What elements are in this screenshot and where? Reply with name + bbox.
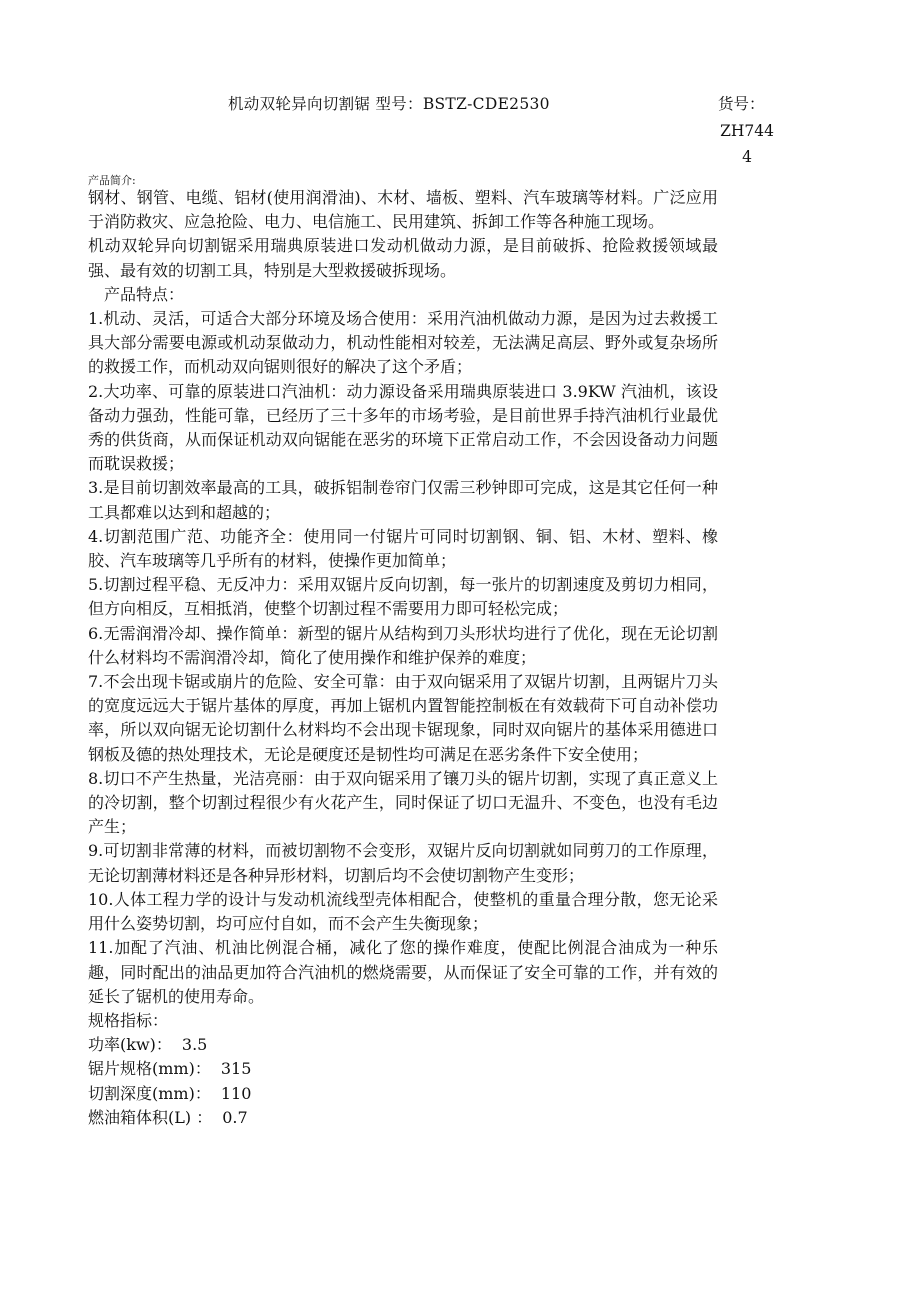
document-body: [88, 186, 718, 1130]
feature-item: 3.是目前切割效率最高的工具，破拆铝制卷帘门仅需三秒钟即可完成，这是其它任何一种工具都难以达到和超越的；: [88, 478, 718, 522]
feature-item: 8.切口不产生热量，光洁亮丽：由于双向锯采用了镶刀头的锯片切割，实现了真正意义上的冷切割，整个切割过程很少有火花产生，同时保证了切口无温升、不变色，也没有毛边产生；: [88, 768, 718, 837]
goods-number-label: 货号：: [718, 95, 765, 113]
feature-item: 4.切割范围广范、功能齐全：使用同一付锯片可同时切割钢、铜、铝、木材、塑料、橡胶、汽车玻璃等几乎所有的材料，使操作更加简单；: [88, 526, 718, 571]
feature-item: 10.人体工程力学的设计与发动机流线型壳体相配合，使整机的重量合理分散，您无论采用什么姿势切割，均可应付自如，而不会产生失衡现象；: [88, 889, 718, 934]
feature-item: 9.可切割非常薄的材料，而被切割物不会变形，双锯片反向切割就如同剪刀的工作原理，无论切割薄材料还是各种异形材料，切割后均不会使切割物产生变形；: [88, 841, 718, 885]
spec-row: [88, 1106, 718, 1130]
intro-paragraph: 钢材、钢管、电缆、铝材(使用润滑油)、木材、墙板、塑料、汽车玻璃等材料。广泛应用于消防救灾、应急抢险、电力、电信施工、民用建筑、拆卸工作等各种施工现场。: [88, 188, 718, 232]
spec-value: 0.7: [222, 1107, 248, 1127]
features-heading: 产品特点：: [104, 284, 185, 304]
feature-item: 6.无需润滑冷却、操作简单：新型的锯片从结构到刀头形状均进行了优化，现在无论切割什么材料均不需润滑冷却，简化了使用操作和维护保养的难度；: [88, 623, 718, 667]
intro-label: 产品简介:: [88, 174, 136, 187]
spec-label: 功率(kw)：: [88, 1035, 172, 1055]
spec-label: 锯片规格(mm)：: [88, 1059, 211, 1079]
feature-item: 7.不会出现卡锯或崩片的危险、安全可靠：由于双向锯采用了双锯片切割，且两锯片刀头的宽度远远大于锯片基体的厚度，再加上锯机内置智能控制板在有效载荷下可自动补偿功率，所以双向锯无论切割什么材料均不会出现卡锯现象，同时双向锯片的基体采用德进口钢板及德的热处理技术，无论是硬度还是韧性均可满足在恶劣条件下安全使用；: [88, 672, 718, 764]
specs-section: [88, 1009, 718, 1130]
spec-row: [88, 1057, 718, 1081]
spec-row: [88, 1033, 718, 1057]
goods-number-value: ZH7444: [720, 122, 774, 166]
feature-item: 1.机动、灵活，可适合大部分环境及场合使用：采用汽油机做动力源，是因为过去救援工具大部分需要电源或机动泵做动力，机动性能相对较差，无法满足高层、野外或复杂场所的救援工作，而机动双向锯则很好的解决了这个矛盾；: [88, 309, 718, 377]
feature-item: 11.加配了汽油、机油比例混合桶，减化了您的操作难度，使配比例混合油成为一种乐趣，同时配出的油品更加符合汽油机的燃烧需要，从而保证了安全可靠的工作，并有效的延长了锯机的使用寿命。: [88, 938, 718, 1006]
spec-label: 燃油箱体积(L) ：: [88, 1107, 213, 1127]
spec-row: [88, 1082, 718, 1106]
spec-value: 315: [220, 1059, 252, 1079]
intro-paragraph: 机动双轮异向切割锯采用瑞典原装进口发动机做动力源，是目前破拆、抢险救援领域最强、最有效的切割工具，特别是大型救援破拆现场。: [88, 236, 718, 280]
spec-label: 切割深度(mm)：: [88, 1083, 211, 1103]
feature-item: 5.切割过程平稳、无反冲力：采用双锯片反向切割，每一张片的切割速度及剪切力相同，但方向相反，互相抵消，使整个切割过程不需要用力即可轻松完成；: [88, 575, 718, 619]
specs-heading: 规格指标：: [88, 1010, 169, 1030]
spec-value: 3.5: [181, 1035, 208, 1055]
document-title: 机动双轮异向切割锯 型号：BSTZ-CDE2530: [228, 95, 550, 113]
feature-item: 2.大功率、可靠的原装进口汽油机：动力源设备采用瑞典原装进口 3.9KW 汽油机，该设备动力强劲，性能可靠，已经历了三十多年的市场考验，是目前世界手持汽油机行业最优秀的供货商，从而保证机动双向锯能在恶劣的环境下正常启动工作，不会因设备动力问题而耽误救援；: [88, 381, 718, 474]
spec-value: 110: [220, 1083, 252, 1103]
